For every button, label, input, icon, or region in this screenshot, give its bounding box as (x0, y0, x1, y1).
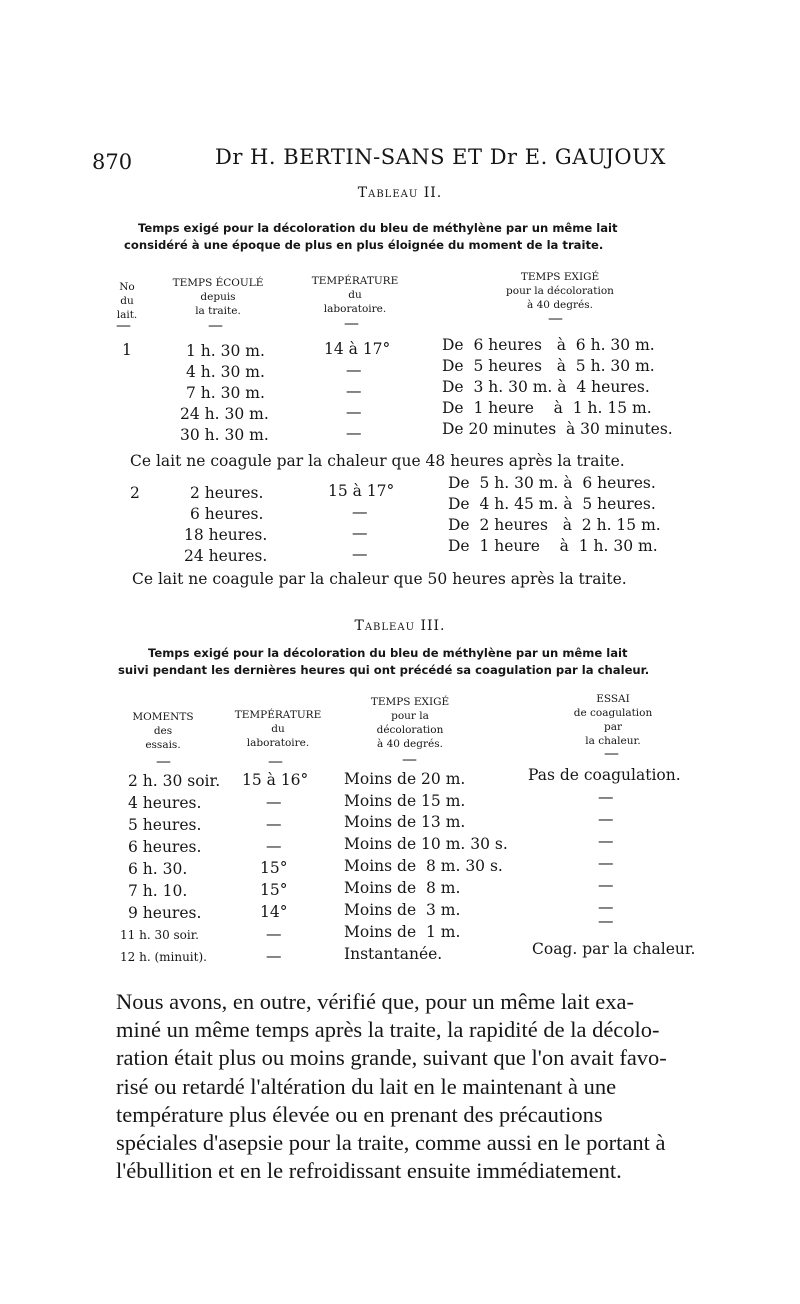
t3-row-moment: 9 heures. (128, 904, 202, 922)
page-number: 870 (92, 150, 133, 174)
t3-row-temp: — (266, 793, 282, 811)
t2-g1-temp: — (346, 424, 362, 442)
t3-row-essai: Coag. par la chaleur. (532, 940, 696, 958)
paragraph-line: ration était plus ou moins grande, suivant que l'on avait favo- (116, 1045, 667, 1071)
t2-g2-required: De 4 h. 45 m. à 5 heures. (448, 495, 656, 513)
t2-group-2-number: 2 (130, 484, 140, 502)
t2-g2-required: De 2 heures à 2 h. 15 m. (448, 516, 661, 534)
t2-g1-temp: — (346, 403, 362, 421)
t2-g2-elapsed: 18 heures. (184, 526, 268, 544)
t3-row-essai: — (598, 832, 614, 850)
paragraph-line: miné un même temps après la traite, la rapidité de la décolo- (116, 1017, 660, 1043)
t2-dash-no: — (116, 316, 131, 334)
t3-row-required: Moins de 1 m. (344, 923, 461, 941)
t3-row-essai: — (598, 876, 614, 894)
t3-row-moment: 2 h. 30 soir. (128, 772, 221, 790)
t2-header-elapsed: TEMPS ÉCOULÉ depuis la traite. (172, 277, 264, 317)
t2-group-2-note: Ce lait ne coagule par la chaleur que 50 heures après la traite. (132, 570, 627, 588)
paragraph-line: spéciales d'asepsie pour la traite, comme aussi en le portant à (116, 1130, 666, 1156)
t2-g1-temp: 14 à 17° (324, 340, 391, 358)
t3-row-temp: — (266, 815, 282, 833)
t2-g1-elapsed: 30 h. 30 m. (180, 426, 269, 444)
t2-g2-required: De 1 heure à 1 h. 30 m. (448, 537, 658, 555)
paragraph-line: risé ou retardé l'altération du lait en le maintenant à une (116, 1073, 617, 1099)
t2-g2-elapsed: 2 heures. (190, 484, 264, 502)
body-paragraph (116, 988, 701, 1185)
t2-g2-elapsed: 24 heures. (184, 547, 268, 565)
t3-row-required: Moins de 8 m. 30 s. (344, 857, 503, 875)
t3-row-essai: — (598, 788, 614, 806)
t2-g1-elapsed: 4 h. 30 m. (186, 363, 265, 381)
t3-row-temp: — (266, 947, 282, 965)
t2-g1-required: De 20 minutes à 30 minutes. (442, 420, 673, 438)
t3-row-required: Moins de 20 m. (344, 770, 466, 788)
t3-row-moment: 7 h. 10. (128, 882, 188, 900)
t2-g1-elapsed: 24 h. 30 m. (180, 405, 269, 423)
t2-group-1-number: 1 (122, 341, 132, 359)
t3-row-essai: — (598, 912, 614, 930)
tableau-3-title: Tableau III. (354, 618, 446, 634)
t3-row-moment: 12 h. (minuit). (120, 950, 207, 964)
tableau-2-title: Tableau II. (357, 185, 443, 201)
t3-row-temp: 15° (260, 859, 288, 877)
t3-row-required: Moins de 10 m. 30 s. (344, 835, 508, 853)
t3-row-moment: 5 heures. (128, 816, 202, 834)
t3-header-temperature: TEMPÉRATURE du laboratoire. (234, 709, 322, 749)
tableau-2-caption-line-1: Temps exigé pour la décoloration du bleu de méthylène par un même lait (138, 221, 618, 235)
t3-row-required: Moins de 13 m. (344, 813, 466, 831)
paragraph-line: l'ébullition et en le refroidissant ensuite immédiatement. (116, 1158, 622, 1184)
t2-g1-temp: — (346, 382, 362, 400)
t2-dash-elapsed: — (208, 316, 223, 334)
t3-header-required: TEMPS EXIGÉ pour la décoloration à 40 degrés. (370, 696, 450, 750)
t3-row-required: Moins de 15 m. (344, 792, 466, 810)
t3-row-required: Moins de 3 m. (344, 901, 461, 919)
t3-row-temp: — (266, 837, 282, 855)
t3-row-required: Instantanée. (344, 945, 443, 963)
t2-g2-required: De 5 h. 30 m. à 6 heures. (448, 474, 656, 492)
t2-g2-temp: — (352, 545, 368, 563)
paragraph-line: Nous avons, en outre, vérifié que, pour un même lait exa- (116, 989, 634, 1014)
tableau-3-caption-line-1: Temps exigé pour la décoloration du bleu de méthylène par un même lait (148, 646, 628, 660)
t2-g2-temp: 15 à 17° (328, 482, 395, 500)
running-title: Dr H. BERTIN-SANS ET Dr E. GAUJOUX (215, 145, 666, 169)
t3-row-moment: 11 h. 30 soir. (120, 928, 199, 942)
t3-dash-temperature: — (268, 752, 283, 770)
t2-g1-required: De 1 heure à 1 h. 15 m. (442, 399, 652, 417)
t2-dash-required: — (548, 309, 563, 327)
t2-group-1-note: Ce lait ne coagule par la chaleur que 48 heures après la traite. (130, 452, 625, 470)
t2-g1-temp: — (346, 361, 362, 379)
t2-header-no: No du lait. (116, 281, 138, 321)
t2-g1-required: De 3 h. 30 m. à 4 heures. (442, 378, 650, 396)
t3-row-required: Moins de 8 m. (344, 879, 461, 897)
t2-g1-elapsed: 1 h. 30 m. (186, 342, 265, 360)
t3-row-temp: 15 à 16° (242, 771, 309, 789)
t3-header-essai: ESSAI de coagulation par la chaleur. (573, 693, 653, 747)
t2-header-temperature: TEMPÉRATURE du laboratoire. (311, 275, 399, 315)
tableau-2-caption-line-2: considéré à une époque de plus en plus éloignée du moment de la traite. (124, 238, 604, 252)
t2-g1-required: De 6 heures à 6 h. 30 m. (442, 336, 655, 354)
t3-dash-moments: — (156, 752, 171, 770)
t3-row-moment: 4 heures. (128, 794, 202, 812)
t3-row-moment: 6 h. 30. (128, 860, 188, 878)
t2-g1-elapsed: 7 h. 30 m. (186, 384, 265, 402)
tableau-3-caption-line-2: suivi pendant les dernières heures qui ont précédé sa coagulation par la chaleur. (118, 663, 650, 677)
t2-g2-temp: — (352, 524, 368, 542)
t3-row-essai: — (598, 854, 614, 872)
t3-header-moments: MOMENTS des essais. (132, 711, 194, 751)
t2-g2-temp: — (352, 503, 368, 521)
t2-g2-elapsed: 6 heures. (190, 505, 264, 523)
t3-dash-required: — (402, 750, 417, 768)
t3-row-essai: — (598, 810, 614, 828)
t3-row-essai: Pas de coagulation. (528, 766, 681, 784)
t2-dash-temperature: — (344, 314, 359, 332)
t3-dash-essai: — (604, 744, 619, 762)
t3-row-temp: 14° (260, 903, 288, 921)
t3-row-essai: — (598, 898, 614, 916)
t2-header-required: TEMPS EXIGÉ pour la décoloration à 40 degrés. (506, 271, 614, 311)
t3-row-moment: 6 heures. (128, 838, 202, 856)
t3-row-temp: — (266, 925, 282, 943)
t3-row-temp: 15° (260, 881, 288, 899)
t2-g1-required: De 5 heures à 5 h. 30 m. (442, 357, 655, 375)
paragraph-line: température plus élevée ou en prenant des précautions (116, 1101, 603, 1127)
